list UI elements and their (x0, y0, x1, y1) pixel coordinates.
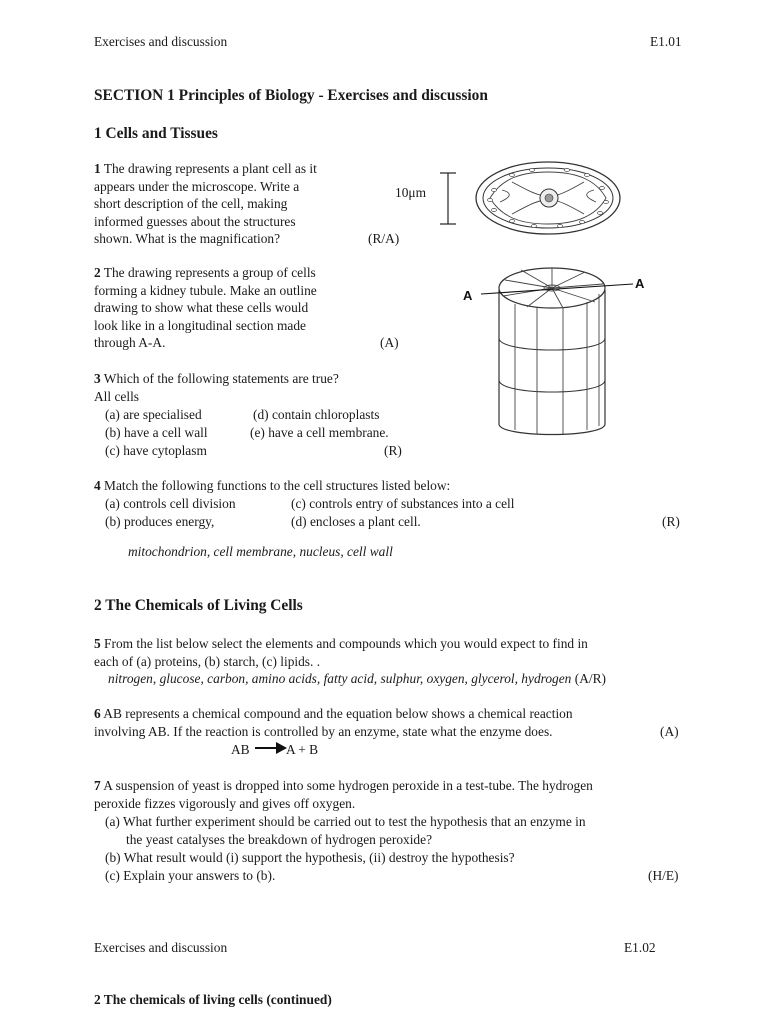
question-4-code: (R) (662, 514, 680, 529)
question-7-part-a-cont: the yeast catalyses the breakdown of hydrogen peroxide? (126, 832, 433, 847)
question-text: Match the following functions to the cell structures listed below: (100, 478, 451, 493)
question-3 (94, 370, 494, 405)
question-1-code: (R/A) (368, 231, 400, 246)
section-label-a-right: A (635, 276, 645, 291)
question-4 (94, 477, 694, 495)
option-c: (c) have cytoplasm (105, 443, 207, 458)
page2-header-left: Exercises and discussion (94, 940, 228, 955)
section-label-a-left: A (463, 288, 473, 303)
question-7 (94, 777, 694, 812)
question-text: each of (a) proteins, (b) starch, (c) lipids. . (94, 653, 321, 669)
question-1 (94, 160, 394, 248)
question-5 (94, 635, 694, 670)
question-3-code: (R) (384, 443, 402, 458)
question-6 (94, 705, 694, 740)
question-text: shown. What is the magnification? (94, 231, 281, 247)
header-right: E1.01 (650, 34, 682, 49)
question-text: look like in a longitudinal section made (94, 317, 306, 333)
question-text: informed guesses about the structures (94, 213, 296, 229)
scale-label: 10μm (395, 185, 426, 200)
question-7-part-c: (c) Explain your answers to (b). (105, 868, 276, 883)
function-b: (b) produces energy, (105, 514, 215, 529)
reaction-arrow-icon (254, 740, 288, 756)
question-text: A suspension of yeast is dropped into some hydrogen peroxide in a test-tube. The hydrogen (100, 778, 593, 793)
question-number: 4 (94, 478, 101, 493)
option-e: (e) have a cell membrane. (250, 425, 389, 440)
question-number: 1 (94, 161, 101, 176)
question-text: AB represents a chemical compound and the equation below shows a chemical reaction (100, 706, 573, 721)
question-text: short description of the cell, making (94, 196, 288, 212)
question-number: 2 (94, 265, 101, 280)
element-list: nitrogen, glucose, carbon, amino acids, fatty acid, sulphur, oxygen, glycerol, hydrogen (108, 671, 572, 686)
equation-right: A + B (286, 742, 319, 757)
function-a: (a) controls cell division (105, 496, 236, 511)
question-6-code: (A) (660, 724, 679, 739)
plant-cell-drawing (472, 158, 624, 238)
option-a: (a) are specialised (105, 407, 202, 422)
page2-subsection-title: 2 The chemicals of living cells (continued) (94, 992, 332, 1007)
question-2 (94, 264, 394, 352)
question-5-code: (A/R) (571, 671, 606, 686)
function-c: (c) controls entry of substances into a cell (291, 496, 515, 511)
question-number: 6 (94, 706, 101, 721)
question-text: All cells (94, 388, 139, 404)
question-5-list (108, 670, 606, 688)
option-b: (b) have a cell wall (105, 425, 208, 440)
equation-left: AB (231, 742, 250, 757)
question-7-part-b: (b) What result would (i) support the hypothesis, (ii) destroy the hypothesis? (105, 850, 515, 865)
question-text: appears under the microscope. Write a (94, 178, 300, 194)
question-text: through A-A. (94, 335, 166, 351)
question-text: The drawing represents a group of cells (100, 265, 316, 280)
question-text: The drawing represents a plant cell as it (100, 161, 317, 176)
question-text: Which of the following statements are true? (100, 371, 339, 386)
function-d: (d) encloses a plant cell. (291, 514, 421, 529)
header-left: Exercises and discussion (94, 34, 228, 49)
question-number: 3 (94, 371, 101, 386)
option-d: (d) contain chloroplasts (253, 407, 380, 422)
section-title: SECTION 1 Principles of Biology - Exercises and discussion (94, 87, 488, 104)
cell-structures-list: mitochondrion, cell membrane, nucleus, cell wall (128, 544, 393, 559)
question-text: drawing to show what these cells would (94, 300, 309, 316)
question-number: 7 (94, 778, 101, 793)
kidney-tubule-drawing (455, 254, 655, 446)
question-2-code: (A) (380, 335, 399, 350)
question-number: 5 (94, 636, 101, 651)
page2-header-right: E1.02 (624, 940, 656, 955)
question-text: involving AB. If the reaction is controlled by an enzyme, state what the enzyme does. (94, 723, 553, 739)
question-text: From the list below select the elements and compounds which you would expect to find in (100, 636, 588, 651)
question-7-code: (H/E) (648, 868, 679, 883)
question-7-part-a: (a) What further experiment should be carried out to test the hypothesis that an enzyme in (105, 814, 586, 829)
question-text: forming a kidney tubule. Make an outline (94, 282, 317, 298)
subsection-title-cells: 1 Cells and Tissues (94, 125, 218, 142)
scale-bar (436, 170, 458, 228)
subsection-title-chemicals: 2 The Chemicals of Living Cells (94, 597, 303, 614)
question-text: peroxide fizzes vigorously and gives off oxygen. (94, 795, 356, 811)
